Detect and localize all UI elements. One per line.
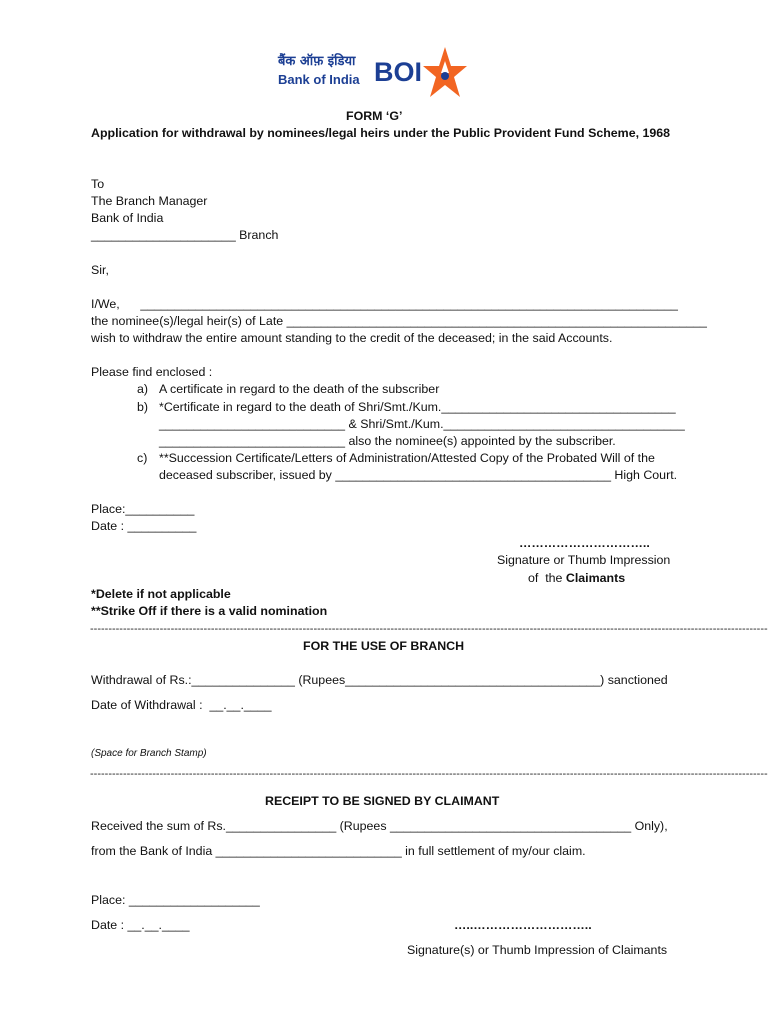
date-field: Date : __________ [91, 519, 197, 533]
logo-hindi-text: बैंक ऑफ़ इंडिया [278, 54, 356, 69]
item-b-line3: ___________________________ also the nominee(s) appointed by the subscriber. [159, 434, 616, 448]
signature-claimants-bold: Claimants [565, 571, 626, 585]
receipt-signature-label: Signature(s) or Thumb Impression of Claimants [407, 943, 668, 957]
receipt-section-heading: RECEIPT TO BE SIGNED BY CLAIMANT [265, 794, 500, 808]
form-title: FORM ‘G’ [346, 109, 403, 123]
item-a-text: A certificate in regard to the death of the subscriber [159, 382, 440, 396]
star-icon [422, 45, 468, 101]
iwe-line: I/We, ______________________________________________________________________________ [91, 297, 678, 311]
date-of-withdrawal: Date of Withdrawal : __.__.____ [91, 698, 272, 712]
item-a-marker: a) [137, 382, 149, 396]
item-c-line1: **Succession Certificate/Letters of Administration/Attested Copy of the Probated Will of the [159, 451, 655, 465]
logo-english-text: Bank of India [278, 72, 360, 87]
withdrawal-line: Withdrawal of Rs.:_______________ (Rupees_____________________________________) sanctioned [91, 673, 668, 687]
bank-logo [278, 45, 468, 103]
place-field: Place:__________ [91, 502, 195, 516]
item-b-line2: ___________________________ & Shri/Smt./Kum.___________________________________ [159, 417, 685, 431]
item-b-line1: *Certificate in regard to the death of Shri/Smt./Kum.__________________________________ [159, 400, 676, 414]
item-b-marker: b) [137, 400, 149, 414]
branch-section-heading: FOR THE USE OF BRANCH [303, 639, 465, 653]
signature-claimants [528, 571, 625, 586]
salutation: Sir, [91, 263, 109, 277]
receipt-place-field: Place: ___________________ [91, 893, 260, 907]
receipt-signature-dots: …..……………………….. [454, 918, 592, 932]
address-branch-line: _____________________ Branch [91, 228, 279, 242]
note-delete: *Delete if not applicable [91, 587, 231, 601]
nominee-line: the nominee(s)/legal heir(s) of Late _____________________________________________________________ [91, 314, 707, 328]
item-c-marker: c) [137, 451, 148, 465]
address-manager: The Branch Manager [91, 194, 208, 208]
received-sum-line: Received the sum of Rs.________________ (Rupees ___________________________________ Only), [91, 819, 668, 833]
separator-line: ----------------------------------------------------------------------------------------------------------------------------------------------------------------------------------------- [90, 768, 768, 780]
address-bank: Bank of India [91, 211, 164, 225]
note-strike: **Strike Off if there is a valid nomination [91, 604, 328, 618]
signature-dots: ………………………….. [519, 536, 650, 550]
enclosed-heading: Please find enclosed : [91, 365, 213, 379]
signature-label: Signature or Thumb Impression [497, 553, 671, 567]
signature-claimants-prefix: of the [528, 571, 566, 585]
branch-stamp-space: (Space for Branch Stamp) [91, 748, 207, 759]
logo-boi-text: BOI [374, 57, 423, 87]
receipt-date-field: Date : __.__.____ [91, 918, 190, 932]
item-c-line2: deceased subscriber, issued by ________________________________________ High Court. [159, 468, 678, 482]
separator-line: ----------------------------------------------------------------------------------------------------------------------------------------------------------------------------------------- [90, 623, 768, 635]
from-bank-line: from the Bank of India ___________________________ in full settlement of my/our claim. [91, 844, 586, 858]
address-to: To [91, 177, 105, 191]
wish-line: wish to withdraw the entire amount standing to the credit of the deceased; in the said Accounts. [91, 331, 613, 345]
form-subtitle: Application for withdrawal by nominees/legal heirs under the Public Provident Fund Scheme, 1968 [91, 126, 671, 140]
